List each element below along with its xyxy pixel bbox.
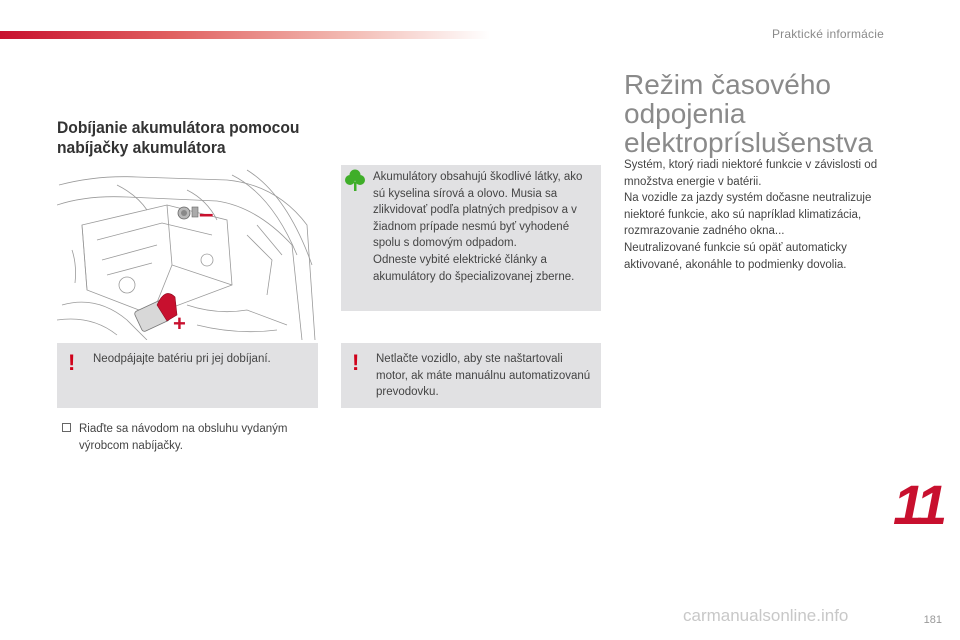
- right-paragraph-3: Neutralizované funkcie sú opäť automaticky aktivované, akonáhle to podmienky dovolia.: [624, 241, 847, 271]
- checkbox-bullet-icon: [62, 421, 71, 438]
- section-title: Praktické informácie: [771, 27, 884, 41]
- battery-illustration: [57, 165, 318, 340]
- right-paragraph-2: Na vozidle za jazdy systém dočasne neutralizuje niektoré funkcie, ako sú napríklad klimatizácia, rozmrazovanie zadného okna...: [624, 192, 872, 238]
- instruction-bullet: [62, 421, 312, 454]
- warning-text-battery: Neodpájajte batériu pri jej dobíjaní.: [93, 353, 271, 365]
- right-paragraph-1: Systém, ktorý riadi niektoré funkcie v závislosti od množstva energie v batérii.: [624, 159, 878, 188]
- right-heading: Režim časového odpojenia elektropríslušenstva: [624, 69, 874, 158]
- plus-terminal-label: +: [173, 311, 186, 336]
- warning-text-push-start: Netlačte vozidlo, aby ste naštartovali motor, ak máte manuálnu automatizovanú prevodovku.: [376, 353, 591, 399]
- exclamation-icon: !: [68, 350, 76, 375]
- eco-text: [373, 169, 595, 285]
- chapter-number: 11: [893, 473, 944, 536]
- exclamation-icon: !: [352, 350, 360, 375]
- watermark: carmanualsonline.info: [683, 606, 849, 625]
- minus-terminal-label: –: [199, 198, 214, 228]
- eco-text-2: Odneste vybité elektrické články a akumulátory do špecializovanej zberne.: [373, 253, 575, 283]
- tree-icon: [344, 168, 366, 197]
- eco-text-1: Akumulátory obsahujú škodlivé látky, ako sú kyselina sírová a olovo. Musia sa zlikvidovať podľa platných predpisov a v žiadnom prípade nesmú byť vyhodené spolu s domovým odpadom.: [373, 171, 583, 250]
- page-number: 181: [923, 614, 942, 626]
- header-accent-bar: [0, 31, 490, 39]
- left-heading: Dobíjanie akumulátora pomocou nabíjačky akumulátora: [57, 118, 300, 157]
- instruction-text: Riaďte sa návodom na obsluhu vydaným výrobcom nabíjačky.: [79, 423, 288, 452]
- right-body: [624, 157, 892, 273]
